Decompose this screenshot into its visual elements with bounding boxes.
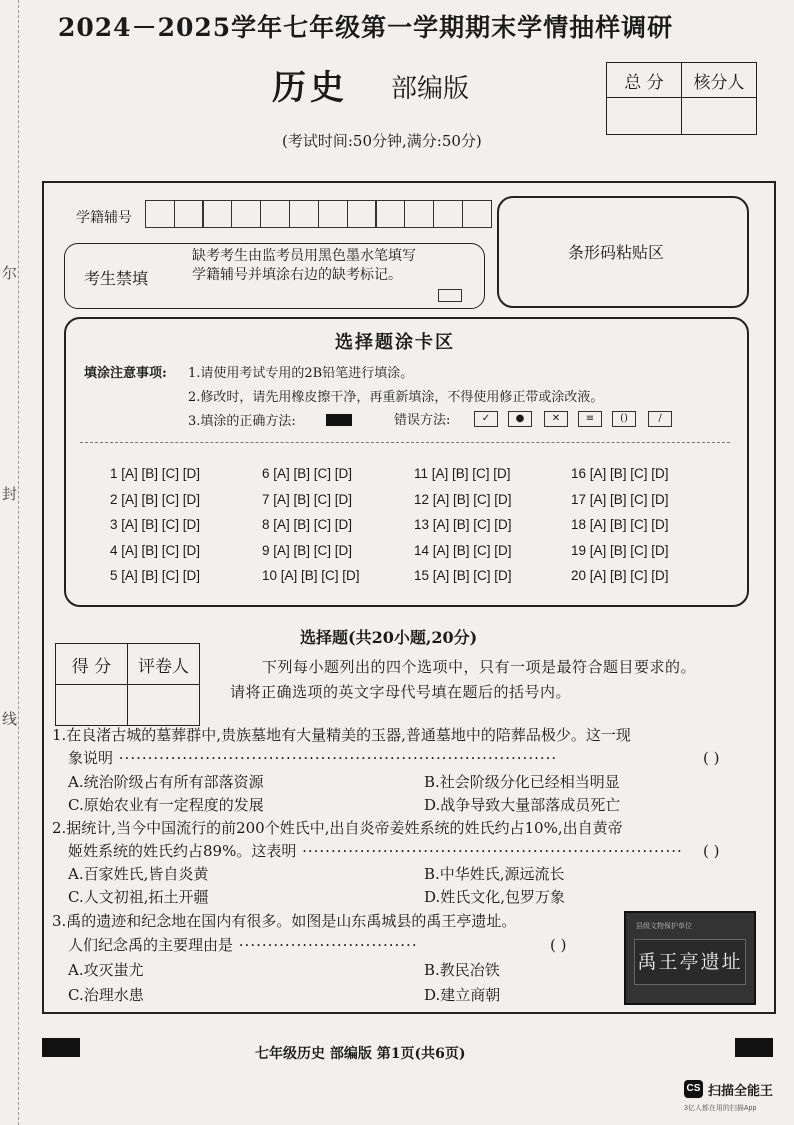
id-digit-box[interactable] (375, 200, 405, 228)
option: D.建立商朝 (424, 986, 501, 1004)
barcode-label: 条形码粘贴区 (568, 243, 665, 262)
question-2-text: 2.据统计,当今中国流行的前200个姓氏中,出自炎帝姜姓系统的姓氏约占10%,出自黄帝 (52, 819, 623, 837)
answer-row[interactable] (110, 492, 200, 518)
id-digit-box[interactable] (174, 200, 204, 228)
question-number: 5 (110, 568, 118, 583)
section-score-table (55, 643, 200, 726)
answer-options[interactable]: [A] [B] [C] [D] (273, 542, 353, 558)
question-number: 8 (262, 517, 270, 532)
scanner-app-name: 扫描全能王 (708, 1083, 774, 1098)
wrong-mark-check: ✓ (474, 411, 498, 427)
question-number: 16 (571, 466, 587, 481)
option: B.中华姓氏,源远流长 (424, 865, 565, 883)
question-number: 10 (262, 568, 278, 583)
choice-area-title: 选择题涂卡区 (335, 332, 455, 353)
absent-instructions: 缺考考生由监考员用黑色墨水笔填写学籍辅号并填涂右边的缺考标记。 (192, 248, 416, 283)
answer-options[interactable]: [A] [B] [C] [D] (121, 542, 201, 558)
id-digit-box[interactable] (145, 200, 175, 228)
answer-row[interactable] (571, 543, 669, 569)
option: C.治理水患 (68, 986, 144, 1004)
note-line: 1.请使用考试专用的2B铅笔进行填涂。 (188, 366, 414, 381)
answer-column-4 (571, 466, 669, 594)
page-footer: 七年级历史 部编版 第1页(共6页) (255, 1046, 466, 1062)
correct-fill-example (326, 414, 352, 426)
id-digit-box[interactable] (260, 200, 290, 228)
wrong-method-label: 错误方法: (394, 413, 451, 428)
answer-options[interactable]: [A] [B] [C] [D] (589, 491, 669, 507)
question-number: 20 (571, 568, 587, 583)
answer-options[interactable]: [A] [B] [C] [D] (432, 542, 512, 558)
question-number: 7 (262, 491, 270, 507)
margin-char: 封 (2, 485, 18, 503)
total-score-table (606, 62, 757, 135)
answer-options[interactable]: [A] [B] [C] [D] (273, 466, 353, 481)
wrong-mark-dot: ● (508, 411, 532, 427)
question-number: 4 (110, 542, 118, 558)
answer-row[interactable] (414, 543, 512, 569)
question-number: 15 (414, 568, 430, 583)
binding-line (18, 0, 19, 1125)
absent-mark-box[interactable] (438, 289, 462, 302)
notes-label: 填涂注意事项: (84, 366, 167, 381)
option: D.姓氏文化,包罗万象 (424, 888, 566, 906)
note-line: 3.填涂的正确方法: (188, 414, 296, 429)
yu-pavilion-photo (624, 911, 756, 1005)
answer-row[interactable] (262, 492, 360, 518)
note-line: 2.修改时，请先用橡皮擦干净，再重新填涂，不得使用修正带或涂改液。 (188, 390, 604, 405)
question-2-line2: 姬姓系统的姓氏约占89%。这表明 ·································································· (68, 842, 683, 860)
answer-options[interactable]: [A] [B] [C] [D] (589, 466, 669, 481)
answer-row[interactable] (262, 466, 360, 492)
answer-column-2 (262, 466, 360, 594)
question-number: 1 (110, 466, 118, 481)
option: B.社会阶级分化已经相当明显 (424, 773, 620, 791)
answer-row[interactable] (414, 568, 512, 594)
student-id-boxes[interactable] (146, 200, 492, 228)
score-header: 得 分 (56, 644, 128, 685)
absent-label: 考生禁填 (84, 269, 149, 288)
answer-options[interactable]: [A] [B] [C] [D] (121, 491, 201, 507)
id-digit-box[interactable] (202, 200, 232, 228)
option: A.攻灭蚩尤 (68, 961, 144, 979)
answer-options[interactable]: [A] [B] [C] [D] (432, 491, 512, 507)
answer-options[interactable]: [A] [B] [C] [D] (589, 542, 669, 558)
answer-paren[interactable]: ( ) (550, 936, 567, 954)
margin-char: 线 (2, 710, 18, 728)
answer-row[interactable] (414, 492, 512, 518)
question-number: 19 (571, 542, 587, 558)
id-digit-box[interactable] (231, 200, 261, 228)
option: C.人文初祖,拓土开疆 (68, 888, 209, 906)
id-digit-box[interactable] (289, 200, 319, 228)
section-instruction: 请将正确选项的英文字母代号填在题后的括号内。 (230, 683, 572, 701)
edition-label: 部编版 (391, 74, 470, 104)
question-number: 17 (571, 491, 587, 507)
answer-row[interactable] (414, 466, 512, 492)
grader-cell[interactable] (128, 685, 200, 726)
answer-options[interactable]: [A] [B] [C] [D] (121, 466, 201, 481)
answer-row[interactable] (571, 568, 669, 594)
subject-title: 历史 (272, 68, 348, 108)
answer-row[interactable] (262, 568, 360, 594)
answer-row[interactable] (571, 466, 669, 492)
question-1-text: 1.在良渚古城的墓葬群中,贵族墓地有大量精美的玉器,普通墓地中的陪葬品极少。这一现 (52, 726, 631, 744)
answer-column-1 (110, 466, 200, 594)
question-number: 18 (571, 517, 587, 532)
section-header: 选择题(共20小题,20分) (300, 628, 478, 647)
exam-info: (考试时间:50分钟,满分:50分) (282, 132, 482, 150)
question-number: 9 (262, 542, 270, 558)
id-digit-box[interactable] (347, 200, 377, 228)
scanner-logo-icon: CS (684, 1080, 703, 1098)
answer-options[interactable]: [A] [B] [C] [D] (280, 568, 360, 583)
id-digit-box[interactable] (404, 200, 434, 228)
exam-title: 2024－2025学年七年级第一学期期末学情抽样调研 (58, 13, 674, 42)
answer-options[interactable]: [A] [B] [C] [D] (121, 568, 201, 583)
choice-separator (80, 442, 730, 443)
option: A.统治阶级占有所有部落资源 (68, 773, 264, 791)
alignment-mark-left (42, 1038, 80, 1057)
id-digit-box[interactable] (462, 200, 492, 228)
alignment-mark-right (735, 1038, 773, 1057)
section-instruction: 下列每小题列出的四个选项中，只有一项是最符合题目要求的。 (262, 658, 697, 676)
wrong-mark-lines: ≡ (578, 411, 602, 427)
question-number: 2 (110, 491, 118, 507)
answer-row[interactable] (414, 517, 512, 543)
answer-options[interactable]: [A] [B] [C] [D] (273, 517, 353, 532)
answer-row[interactable] (571, 492, 669, 518)
answer-paren[interactable]: ( ) (703, 842, 720, 860)
answer-row[interactable] (110, 466, 200, 492)
question-number: 13 (414, 517, 430, 532)
answer-row[interactable] (110, 517, 200, 543)
answer-row[interactable] (110, 568, 200, 594)
answer-row[interactable] (262, 517, 360, 543)
question-3-line2: 人们纪念禹的主要理由是 ······························· (68, 936, 418, 954)
option: C.原始农业有一定程度的发展 (68, 796, 264, 814)
id-digit-box[interactable] (318, 200, 348, 228)
answer-row[interactable] (571, 517, 669, 543)
option: A.百家姓氏,皆自炎黄 (68, 865, 209, 883)
student-id-label: 学籍辅号 (76, 210, 132, 226)
wrong-mark-paren: () (612, 411, 636, 427)
option: B.教民冶铁 (424, 961, 500, 979)
photo-stele-text: 禹王亭遗址 (634, 939, 746, 985)
answer-options[interactable]: [A] [B] [C] [D] (589, 517, 669, 532)
wrong-mark-slash: / (648, 411, 672, 427)
question-number: 6 (262, 466, 270, 481)
margin-char: 尔 (2, 264, 18, 282)
question-number: 14 (414, 542, 430, 558)
answer-options[interactable]: [A] [B] [C] [D] (432, 568, 512, 583)
answer-row[interactable] (110, 543, 200, 569)
answer-row[interactable] (262, 543, 360, 569)
answer-options[interactable]: [A] [B] [C] [D] (273, 491, 353, 507)
photo-small-text: 县级文物保护单位 (636, 922, 692, 930)
wrong-mark-cross: ✕ (544, 411, 568, 427)
checker-cell[interactable] (682, 98, 757, 135)
id-digit-box[interactable] (433, 200, 463, 228)
answer-options[interactable]: [A] [B] [C] [D] (121, 517, 201, 532)
grader-header: 评卷人 (128, 644, 200, 685)
answer-options[interactable]: [A] [B] [C] [D] (431, 466, 511, 481)
total-score-cell[interactable] (607, 98, 682, 135)
question-number: 3 (110, 517, 118, 532)
checker-header: 核分人 (682, 63, 757, 98)
score-cell[interactable] (56, 685, 128, 726)
question-1-line2: 象说明 ············································································ (68, 749, 558, 767)
option: D.战争导致大量部落成员死亡 (424, 796, 621, 814)
question-number: 11 (414, 466, 429, 481)
question-3-text: 3.禹的遗迹和纪念地在国内有很多。如图是山东禹城县的禹王亭遗址。 (52, 912, 517, 930)
scanner-tagline: 3亿人都在用的扫描App (684, 1105, 757, 1112)
answer-options[interactable]: [A] [B] [C] [D] (432, 517, 512, 532)
answer-paren[interactable]: ( ) (703, 749, 720, 767)
answer-options[interactable]: [A] [B] [C] [D] (589, 568, 669, 583)
answer-column-3 (414, 466, 512, 594)
question-number: 12 (414, 491, 430, 507)
total-score-header: 总 分 (607, 63, 682, 98)
